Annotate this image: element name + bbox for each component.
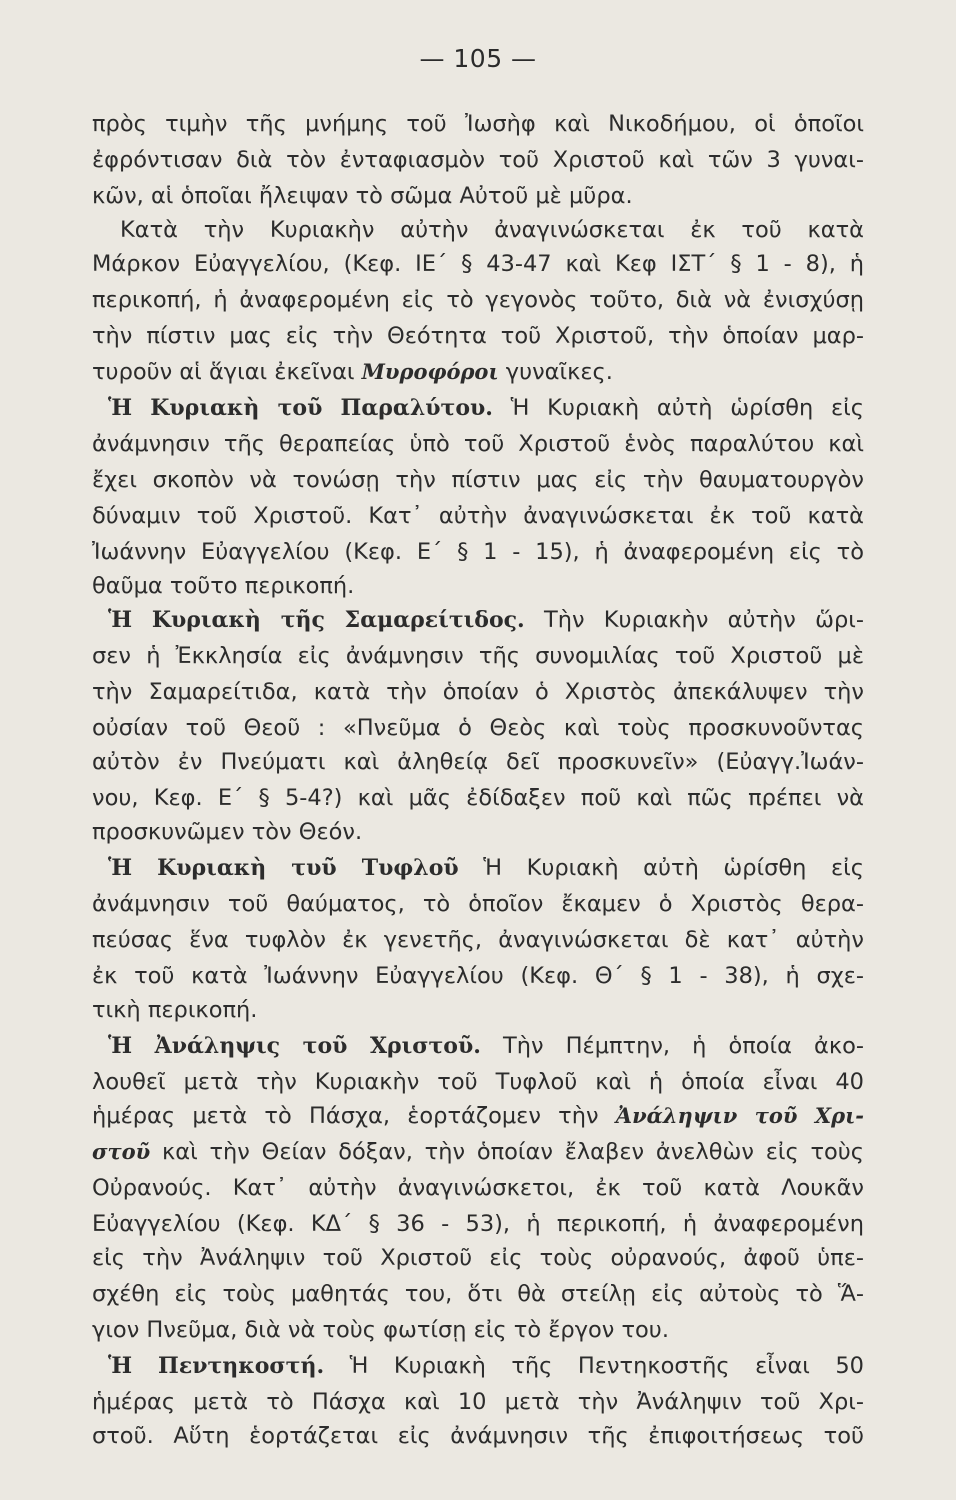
text-line [92, 744, 864, 780]
text-line [92, 1418, 864, 1454]
text-segment: καὶ τὴν Θείαν δόξαν, τὴν ὁποίαν ἔλαβεν ἀνελθὼν εἰς τοὺς [150, 1139, 864, 1165]
text-segment: ἐκ τοῦ κατὰ Ἰωάννην Εὐαγγελίου (Κεφ. Θ΄ § 1 - 38), ἡ σχε- [92, 963, 864, 989]
text-line [92, 142, 864, 178]
text-line [92, 1134, 864, 1170]
text-line [92, 1240, 864, 1276]
text-line [108, 850, 864, 886]
text-line [92, 1276, 864, 1312]
text-segment: Τὴν Πέμπτην, ἡ ὁποία ἀκο- [480, 1033, 864, 1059]
text-segment: ἡμέρας μετὰ τὸ Πάσχα, ἑορτάζομεν τὴν [92, 1103, 616, 1129]
section-heading: Ἡ Κυριακὴ τῆς Σαμαρείτιδος. [108, 607, 525, 633]
emphasis-text: στοῦ [92, 1139, 151, 1164]
text-line [92, 462, 864, 498]
text-line [92, 780, 864, 816]
text-segment: Ἡ Κυριακὴ αὐτὴ ὡρίσθη εἰς [458, 855, 864, 881]
text-line [92, 568, 864, 604]
text-segment: θαῦμα τοῦτο περικοπή. [92, 573, 355, 599]
text-segment: Ἡ Κυριακὴ τῆς Πεντηκοστῆς εἶναι 50 [324, 1353, 864, 1379]
text-segment: νου, Κεφ. Ε΄ § 5-4?) καὶ μᾶς ἐδίδαξεν ποῦ καὶ πῶς πρέπει νὰ [92, 785, 864, 811]
text-segment: ἔχει σκοπὸν νὰ τονώσῃ τὴν πίστιν μας εἰς τὴν θαυματουργὸν [92, 467, 864, 493]
text-segment: κῶν, αἱ ὁποῖαι ἤλειψαν τὸ σῶμα Αὐτοῦ μὲ μῦρα. [92, 183, 633, 209]
text-line [92, 318, 864, 354]
text-line [92, 922, 864, 958]
text-line [92, 354, 864, 390]
text-segment: Μάρκον Εὐαγγελίου, (Κεφ. ΙΕ΄ § 43-47 καὶ Κεφ ΙΣΤ΄ § 1 - 8), ἡ [92, 251, 864, 277]
text-line [92, 638, 864, 674]
text-line [92, 282, 864, 318]
text-segment: Οὐρανούς. Κατ᾿ αὐτὴν ἀναγινώσκετοι, ἐκ τοῦ κατὰ Λουκᾶν [92, 1175, 864, 1201]
text-line [108, 1028, 864, 1064]
text-segment: λουθεῖ μετὰ τὴν Κυριακὴν τοῦ Τυφλοῦ καὶ ἡ ὁποία εἶναι 40 [92, 1069, 864, 1095]
text-line [92, 1064, 864, 1100]
text-segment: στοῦ. Αὕτη ἑορτάζεται εἰς ἀνάμνησιν τῆς ἐπιφοιτήσεως τοῦ [92, 1423, 864, 1449]
text-line [92, 886, 864, 922]
text-segment: τὴν Σαμαρείτιδα, κατὰ τὴν ὁποίαν ὁ Χριστὸς ἀπεκάλυψεν τὴν [92, 679, 864, 705]
text-line [92, 1098, 864, 1134]
text-line [92, 1312, 864, 1348]
text-line [92, 958, 864, 994]
text-segment: Ἰωάννην Εὐαγγελίου (Κεφ. Ε΄ § 1 - 15), ἡ ἀναφερομένη εἰς τὸ [92, 539, 864, 565]
text-segment: Τὴν Κυριακὴν αὐτὴν ὥρι- [524, 607, 864, 633]
text-segment: περικοπή, ἡ ἀναφερομένη εἰς τὸ γεγονὸς τοῦτο, διὰ νὰ ἐνισχύσῃ [92, 287, 864, 313]
text-line [92, 178, 864, 214]
text-segment: γυναῖκες. [498, 359, 613, 385]
text-segment: οὐσίαν τοῦ Θεοῦ : «Πνεῦμα ὁ Θεὸς καὶ τοὺς προσκυνοῦντας [92, 715, 864, 741]
text-segment: τὴν πίστιν μας εἰς τὴν Θεότητα τοῦ Χριστοῦ, τὴν ὁποίαν μαρ- [92, 323, 864, 349]
text-segment: γιον Πνεῦμα, διὰ νὰ τοὺς φωτίσῃ εἰς τὸ ἔργον του. [92, 1317, 669, 1343]
text-segment: προσκυνῶμεν τὸν Θεόν. [92, 819, 363, 845]
text-segment: Εὐαγγελίου (Κεφ. ΚΔ΄ § 36 - 53), ἡ περικοπή, ἡ ἀναφερομένη [92, 1211, 864, 1237]
text-segment: τυροῦν αἱ ἅγιαι ἐκεῖναι [92, 359, 362, 385]
text-segment: πρὸς τιμὴν τῆς μνήμης τοῦ Ἰωσὴφ καὶ Νικοδήμου, οἱ ὁποῖοι [92, 111, 864, 137]
section-heading: Ἡ Κυριακὴ τυῦ Τυφλοῦ [108, 855, 459, 881]
text-line [92, 710, 864, 746]
section-heading: Ἡ Πεντηκοστή. [108, 1353, 325, 1379]
text-line [108, 390, 864, 426]
text-segment: δύναμιν τοῦ Χριστοῦ. Κατ᾿ αὐτὴν ἀναγινώσκεται ἐκ τοῦ κατὰ [92, 503, 864, 529]
text-line [92, 992, 864, 1028]
text-line [108, 602, 864, 638]
text-line [92, 426, 864, 462]
section-heading: Ἡ Κυριακὴ τοῦ Παραλύτου. [108, 395, 493, 421]
text-segment: ἐφρόντισαν διὰ τὸν ἐνταφιασμὸν τοῦ Χριστοῦ καὶ τῶν 3 γυναι- [92, 147, 864, 173]
text-segment: πεύσας ἕνα τυφλὸν ἐκ γενετῆς, ἀναγινώσκεται δὲ κατ᾿ αὐτὴν [92, 927, 864, 953]
text-line [92, 1206, 864, 1242]
text-segment: ἀνάμνησιν τῆς θεραπείας ὑπὸ τοῦ Χριστοῦ ἑνὸς παραλύτου καὶ [92, 431, 864, 457]
text-line [92, 246, 864, 282]
text-line [120, 212, 864, 248]
text-line [92, 1170, 864, 1206]
text-line [108, 1348, 864, 1384]
page-number: — 105 — [419, 44, 537, 73]
text-line [92, 674, 864, 710]
text-line [92, 1384, 864, 1420]
text-segment: ἀνάμνησιν τοῦ θαύματος, τὸ ὁποῖον ἔκαμεν ὁ Χριστὸς θερα- [92, 891, 864, 917]
text-segment: αὐτὸν ἐν Πνεύματι καὶ ἀληθείᾳ δεῖ προσκυνεῖν» (Εὐαγγ.Ἰωάν- [92, 749, 864, 775]
emphasis-text: Ἀνάληψιν τοῦ Χρι- [615, 1103, 864, 1128]
text-segment: τικὴ περικοπή. [92, 997, 258, 1023]
text-line [92, 106, 864, 142]
emphasis-text: Μυροφόροι [361, 359, 499, 384]
text-segment: εἰς τὴν Ἀνάληψιν τοῦ Χριστοῦ εἰς τοὺς οὐρανούς, ἀφοῦ ὑπε- [92, 1245, 864, 1271]
text-line [92, 534, 864, 570]
text-line [92, 498, 864, 534]
text-segment: Κατὰ τὴν Κυριακὴν αὐτὴν ἀναγινώσκεται ἐκ τοῦ κατὰ [120, 217, 864, 243]
text-segment: Ἡ Κυριακὴ αὐτὴ ὡρίσθη εἰς [492, 395, 864, 421]
text-segment: σεν ἡ Ἐκκλησία εἰς ἀνάμνησιν τῆς συνομιλίας τοῦ Χριστοῦ μὲ [92, 643, 864, 669]
text-line [92, 814, 864, 850]
text-segment: σχέθη εἰς τοὺς μαθητάς του, ὅτι θὰ στείλῃ εἰς αὐτοὺς τὸ Ἅ- [92, 1281, 864, 1307]
text-segment: ἡμέρας μετὰ τὸ Πάσχα καὶ 10 μετὰ τὴν Ἀνάληψιν τοῦ Χρι- [92, 1389, 864, 1415]
section-heading: Ἡ Ἀνάληψις τοῦ Χριστοῦ. [108, 1033, 481, 1059]
